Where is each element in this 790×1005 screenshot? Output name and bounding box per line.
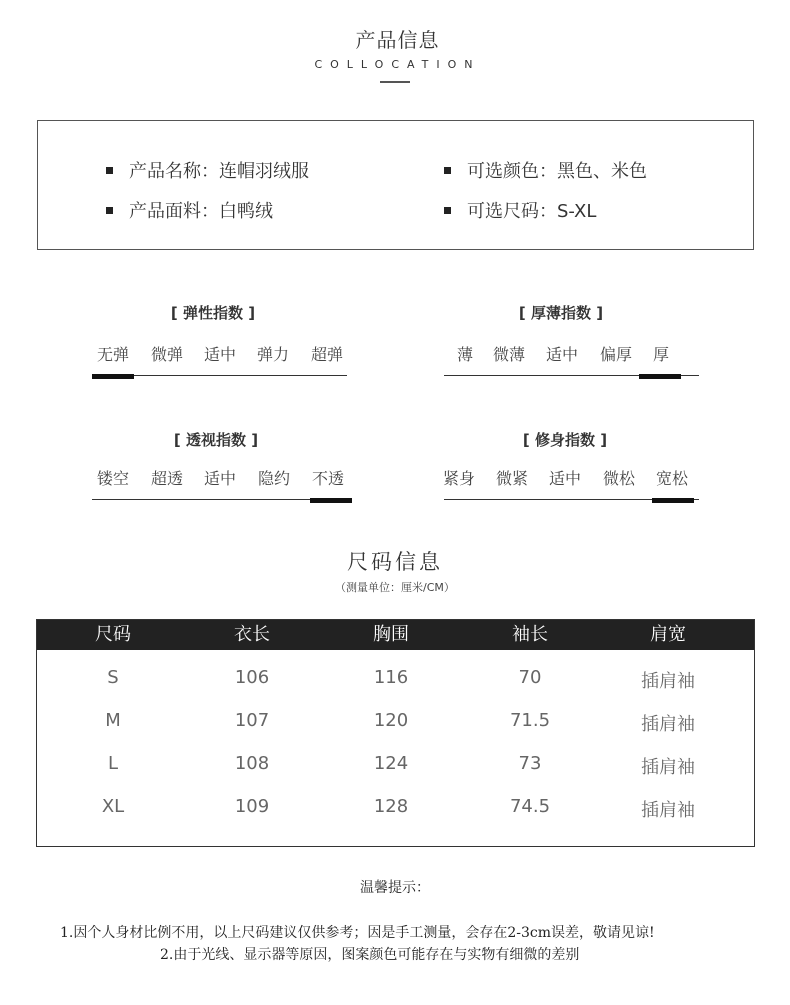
table-cell: 插肩袖: [641, 671, 695, 692]
table-cell: 128: [373, 796, 409, 817]
table-header-cell: 胸围: [373, 624, 409, 645]
table-cell: 109: [234, 796, 270, 817]
info-item-fabric: 产品面料：白鸭绒: [106, 197, 273, 223]
tip-line: 2.由于光线、显示器等原因，图案颜色可能存在与实物有细微的差别: [160, 947, 580, 963]
page-subtitle: COLLOCATION: [314, 58, 481, 71]
product-info-box: [37, 120, 754, 250]
size-unit-note: （测量单位：厘米/CM）: [335, 581, 455, 594]
table-header-cell: 肩宽: [650, 624, 686, 645]
table-cell: 116: [373, 667, 409, 688]
fit-option: 微松: [603, 469, 636, 488]
table-cell: 插肩袖: [641, 800, 695, 821]
elasticity-option: 弹力: [257, 345, 290, 364]
tips-title: 温馨提示：: [360, 880, 430, 896]
table-cell: S: [107, 667, 119, 688]
table-cell: 70: [518, 667, 542, 688]
thickness-option: 微薄: [493, 345, 526, 364]
bullet-icon: [444, 207, 451, 214]
bullet-icon: [444, 167, 451, 174]
info-item-colors: 可选颜色：黑色、米色: [444, 157, 647, 183]
size-table: [36, 619, 755, 847]
transparency-option: 镂空: [97, 469, 130, 488]
transparency-option: 不透: [312, 469, 345, 488]
fit-option: 适中: [549, 469, 582, 488]
transparency-index-title: [ 透视指数 ]: [173, 431, 259, 449]
thickness-option: 厚: [653, 345, 670, 364]
elasticity-index-title: [ 弹性指数 ]: [170, 304, 256, 322]
thickness-option: 薄: [457, 345, 474, 364]
fit-index-title: [ 修身指数 ]: [522, 431, 608, 449]
page-title: 产品信息: [355, 28, 440, 52]
table-cell: 71.5: [509, 710, 551, 731]
table-cell: 107: [234, 710, 270, 731]
table-cell: 73: [518, 753, 542, 774]
bullet-icon: [106, 167, 113, 174]
table-header-cell: 衣长: [234, 624, 270, 645]
table-cell: 74.5: [509, 796, 551, 817]
thickness-selected-marker: [639, 374, 681, 379]
table-cell: 插肩袖: [641, 757, 695, 778]
bullet-icon: [106, 207, 113, 214]
transparency-option: 隐约: [258, 469, 291, 488]
info-item-name: 产品名称：连帽羽绒服: [106, 157, 309, 183]
elasticity-selected-marker: [92, 374, 134, 379]
elasticity-option: 微弹: [151, 345, 184, 364]
transparency-option: 适中: [204, 469, 237, 488]
table-header-row: [37, 620, 754, 650]
table-cell: 120: [373, 710, 409, 731]
table-cell: M: [105, 710, 121, 731]
table-cell: 124: [373, 753, 409, 774]
table-cell: 106: [234, 667, 270, 688]
elasticity-option: 无弹: [97, 345, 130, 364]
tip-line: 1.因个人身材比例不用，以上尺码建议仅供参考；因是手工测量，会存在2-3cm误差，敬请见谅!: [60, 925, 655, 941]
info-item-sizes: 可选尺码：S-XL: [444, 197, 596, 223]
table-header-cell: 袖长: [512, 624, 548, 645]
table-cell: 108: [234, 753, 270, 774]
transparency-selected-marker: [310, 498, 352, 503]
title-underline: [380, 81, 410, 83]
thickness-option: 适中: [546, 345, 579, 364]
thickness-index-title: [ 厚薄指数 ]: [518, 304, 604, 322]
transparency-option: 超透: [151, 469, 184, 488]
size-info-title: 尺码信息: [347, 550, 443, 574]
table-cell: 插肩袖: [641, 714, 695, 735]
fit-option: 紧身: [443, 469, 476, 488]
thickness-option: 偏厚: [600, 345, 633, 364]
table-cell: L: [107, 753, 119, 774]
fit-option: 宽松: [656, 469, 689, 488]
elasticity-option: 适中: [204, 345, 237, 364]
fit-option: 微紧: [496, 469, 529, 488]
fit-selected-marker: [652, 498, 694, 503]
elasticity-option: 超弹: [311, 345, 344, 364]
table-header-cell: 尺码: [95, 624, 131, 645]
table-cell: XL: [101, 796, 125, 817]
